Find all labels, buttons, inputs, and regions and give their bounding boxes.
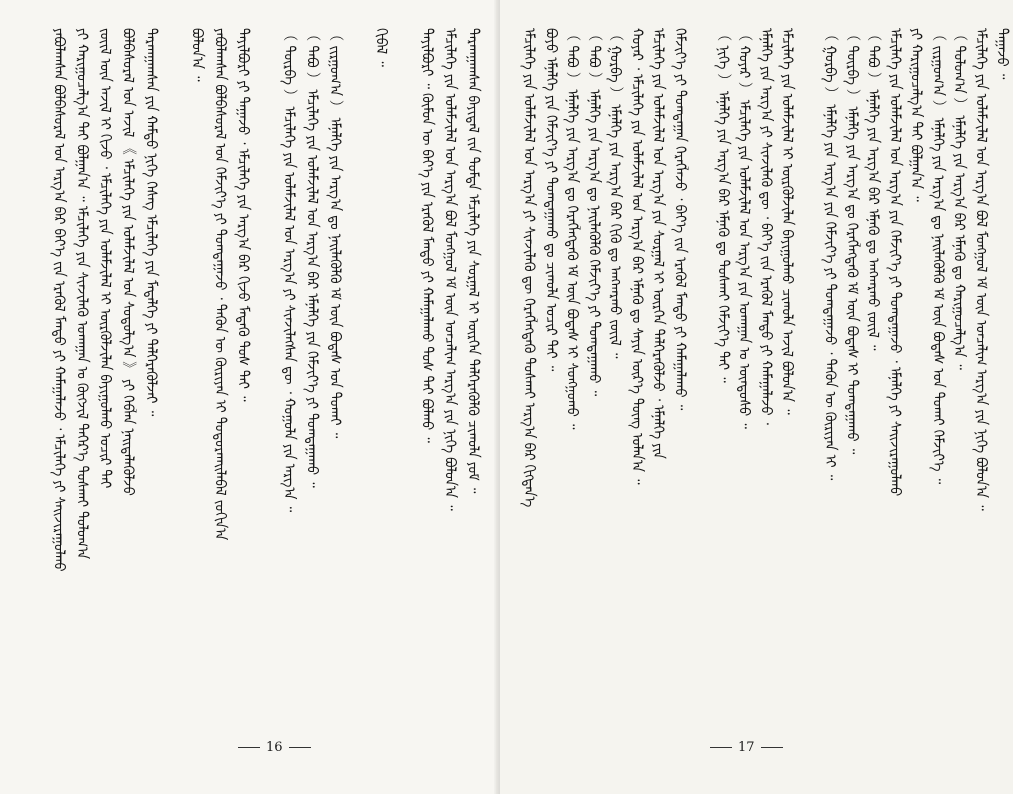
text-column: [163, 28, 183, 728]
text-column: [841, 28, 861, 728]
text-column: [186, 28, 206, 728]
text-column-content: ᠬᠢᠪᠡᠯ ᠃: [371, 28, 390, 67]
text-column-content: ᠶᠠᠪᠤᠯᠠᠭᠰᠠᠨ ᠪᠣᠯᠪᠠᠰᠤᠷᠠᠯ ᠤᠨ ᠬᠡᠮᠵᠢᠶ᠎ᠡ ᠶᠢ ᠲᠣᠭᠲᠠᠭᠠᠵᠤ ᠂ ᠲᠡᠭᠦᠨ ᠦ ᠬᠦᠷᠢᠶᠡᠨ ᠢ ᠲᠣᠳᠤᠷᠬᠠᠢᠯᠠᠪᠠᠯ ᠵᠣᠬᠢᠨ᠎ᠠ: [210, 28, 229, 541]
text-column: [301, 28, 321, 728]
text-column: [416, 28, 436, 728]
text-column: [755, 28, 775, 728]
text-column: [884, 28, 904, 728]
text-column: [94, 28, 114, 728]
page-number-dash: [289, 747, 311, 748]
text-column-content: ᠳᠠᠭᠠᠵᠤ ᠃: [992, 28, 1011, 80]
text-column-content: ᠡᠮᠴᠢᠯᠡᠭᠡ ᠶᠢᠨ ᠤᠯᠠᠮᠵᠢᠯᠠᠯ ᠤᠨ ᠠᠷᠭ᠎ᠠ ᠶᠢ ᠰᠢᠨᠵᠢᠯᠡᠬᠦ ᠳᠦ ᠬᠡᠷᠡᠭᠯᠡᠭᠳᠡᠬᠦ ᠲᠤᠰᠬᠠᠢ ᠠᠷᠭ᠎ᠠ ᠪᠠᠷ ᠬᠢᠭᠳᠡᠨ᠎ᠡ: [519, 28, 538, 508]
text-column-content: （ ᠳᠥᠷᠪᠡ ） ᠡᠮᠴᠢᠯᠡᠭᠡ ᠶᠢᠨ ᠤᠯᠠᠮᠵᠢᠯᠠᠯ ᠤᠨ ᠠᠷᠭ᠎ᠠ ᠶᠢ ᠰᠢᠨᠵᠢᠯᠡᠭᠰᠡᠨ ᠳᠦ ᠂ ᠬᠣᠭᠣᠯᠠ ᠶᠢᠨ ᠠᠷᠭ᠎ᠠ ᠃: [279, 28, 298, 513]
text-column: [991, 28, 1011, 728]
text-column-content: （ ᠭᠤᠷᠪᠠ ） ᠡᠮᠨᠡᠯᠭᠡ ᠶᠢᠨ ᠠᠷᠭ᠎ᠠ ᠶᠢᠨ ᠬᠡᠮᠵᠢᠶ᠎ᠡ ᠶᠢ ᠲᠣᠭᠲᠠᠭᠠᠵᠤ ᠂ ᠲᠡᠭᠦᠨ ᠦ ᠬᠦᠷᠢᠶᠡᠨ ᠢ ᠃: [820, 28, 839, 481]
text-column: [278, 28, 298, 728]
text-column-content: （ ᠭᠤᠷᠪᠠ ） ᠡᠮᠨᠡᠯᠭᠡ ᠶᠢᠨ ᠠᠷᠭ᠎ᠠ ᠪᠠᠷ ᠬᠢᠬᠦ ᠳᠤ ᠠᠩᠬᠠᠷᠬᠤ ᠵᠦᠢᠯ ᠃: [605, 28, 624, 359]
text-column: [347, 28, 367, 728]
text-column: [48, 28, 68, 728]
left-page: [0, 0, 496, 794]
text-column: [117, 28, 137, 728]
text-column-content: ᠡᠮᠴᠢᠯᠡᠭᠡ ᠶᠢᠨ ᠤᠯᠠᠮᠵᠢᠯᠠᠯ ᠤᠨ ᠠᠷᠭ᠎ᠠ ᠶᠢᠨ ᠰᠤᠷᠭᠠᠯ ᠢ ᠥᠷᠭᠡᠨ ᠳᠡᠯᠭᠡᠷᠡᠭᠦᠯᠵᠦ ᠂ ᠡᠮᠨᠡᠯᠭᠡ ᠶᠢᠨ: [648, 28, 667, 459]
text-column: [604, 28, 624, 728]
text-column-content: ᠬᠡᠮᠵᠢᠶ᠎ᠡ ᠶᠢ ᠲᠣᠭᠲᠠᠭᠠᠨ ᠬᠡᠷᠡᠭᠯᠡᠵᠦ ᠂ ᠪᠡᠶ᠎ᠡ ᠵᠢᠨ ᠡᠷᠡᠭᠦᠯ ᠮᠡᠨᠳᠦ ᠶᠢ ᠬᠠᠮᠠᠭᠠᠯᠠᠬᠤ ᠃: [670, 28, 688, 411]
text-column: [140, 28, 160, 728]
text-column: [927, 28, 947, 728]
text-column: [798, 28, 818, 728]
text-column: [462, 28, 482, 728]
text-column-content: （ ᠲᠠᠪᠤ ） ᠡᠮᠴᠢᠯᠡᠭᠡ ᠶᠢᠨ ᠤᠯᠠᠮᠵᠢᠯᠠᠯ ᠤᠨ ᠠᠷᠭ᠎ᠠ ᠪᠠᠷ ᠡᠮᠨᠡᠯᠭᠡ ᠶᠢᠨ ᠬᠡᠮᠵᠢᠶ᠎ᠡ ᠶᠢ ᠲᠣᠭᠲᠠᠭᠠᠬᠤ ᠃: [302, 28, 321, 488]
text-column-content: （ ᠵᠢᠷᠭᠤᠭ᠎ᠠ ） ᠡᠮᠨᠡᠯᠭᠡ ᠶᠢᠨ ᠠᠷᠭ᠎ᠠ ᠳᠤ ᠨᠡᠢᠯᠡᠭᠦᠯᠬᠦ ᠡᠮ ᠦᠨ ᠪᠣᠳᠠᠰ ᠤᠨ ᠲᠤᠬᠠᠢ ᠬᠡᠮᠵᠢᠶ᠎ᠡ ᠃: [928, 28, 946, 485]
page-number-dash: [238, 747, 260, 748]
text-column-content: ᠶᠢ ᠬᠠᠷᠢᠭᠤᠴᠠᠯᠭ᠎ᠠ ᠲᠠᠢ ᠪᠣᠯᠭᠠᠨ᠎ᠠ ᠃ ᠡᠮᠴᠢᠯᠡᠭᠡ ᠶᠢᠨ ᠰᠢᠨᠵᠢᠯᠡᠬᠦ ᠤᠬᠠᠭᠠᠨ ᠤ ᠬᠦᠭᠵᠢᠯ ᠳᠡᠭᠡᠷ᠎ᠡ ᠲᠤᠰᠬᠠᠢ ᠳᠣᠯᠤᠭ᠎ᠠ: [72, 28, 91, 560]
page-number-dash: [710, 747, 732, 748]
text-column-content: ᠵᠦᠢᠯ ᠦᠨ ᠠᠵᠢᠯ ᠢ ᠬᠢᠵᠦ ᠂ ᠡᠮᠴᠢᠯᠡᠭᠡ ᠶᠢᠨ ᠤᠯᠠᠮᠵᠢᠯᠠᠯ ᠢ ᠦᠷᠭᠦᠯᠵᠢᠯᠡᠨ ᠪᠠᠶᠢᠭᠤᠯᠬᠤ ᠤᠴᠢᠷ ᠲᠠᠢ: [95, 28, 114, 489]
text-column-content: ᠡᠮᠴᠢᠯᠡᠭᠡ ᠶᠢᠨ ᠤᠯᠠᠮᠵᠢᠯᠠᠯ ᠤᠨ ᠠᠷᠭ᠎ᠠ ᠶᠢᠨ ᠬᠡᠮᠵᠢᠶ᠎ᠡ ᠶᠢ ᠲᠣᠭᠲᠠᠭᠠᠵᠤ ᠂ ᠡᠮᠨᠡᠯᠭᠡ ᠶᠢ ᠰᠠᠢᠵᠢᠷᠠᠭᠤᠯᠬᠤ: [885, 28, 903, 497]
text-column: [370, 28, 390, 728]
text-column: [540, 28, 560, 728]
text-column-content: ᠲᠠᠷᠬᠠᠭᠠᠭᠰᠠᠨ ᠪᠠᠶᠢᠳᠠᠯ ᠵᠢᠨ ᠳᠤᠮᠳᠠ ᠡᠮᠴᠢᠯᠡᠭᠡ ᠶᠢᠨ ᠰᠤᠷᠭᠠᠯ ᠢ ᠥᠷᠭᠡᠨ ᠳᠡᠯᠭᠡᠷᠡᠭᠦᠯᠬᠦ ᠴᠢᠬᠤᠯᠠ ᠶᠤᠮ ᠃: [463, 28, 482, 494]
text-column-content: ᠡᠮᠴᠢᠯᠡᠭᠡ ᠶᠢᠨ ᠤᠯᠠᠮᠵᠢᠯᠠᠯ ᠤᠨ ᠠᠷᠭ᠎ᠠ ᠪᠣᠯ ᠮᠣᠩᠭᠣᠯ ᠡᠮ ᠦᠨ ᠣᠨᠴᠠᠯᠢᠭ ᠠᠷᠭ᠎ᠠ ᠶᠢᠨ ᠨᠢᠭᠡ ᠪᠣᠯᠤᠨ᠎ᠠ ᠃: [971, 28, 989, 511]
text-column: [862, 28, 882, 728]
text-column: [669, 28, 689, 728]
text-column-content: ᠶᠢ ᠬᠠᠷᠢᠭᠤᠴᠠᠯᠭ᠎ᠠ ᠲᠠᠢ ᠪᠣᠯᠭᠠᠨ᠎ᠠ ᠃: [906, 28, 925, 202]
text-column: [948, 28, 968, 728]
text-column-content: （ ᠨᠢᠭᠡ ） ᠡᠮᠨᠡᠯᠭᠡ ᠶᠢᠨ ᠠᠷᠭ᠎ᠠ ᠪᠠᠷ ᠡᠮᠨᠡᠬᠦ ᠳᠤ ᠲᠤᠰᠬᠠᠢ ᠬᠡᠮᠵᠢᠶ᠎ᠡ ᠲᠠᠢ ᠃: [713, 28, 731, 383]
text-column: [970, 28, 990, 728]
text-column: [209, 28, 229, 728]
text-column-content: ᠲᠠᠶᠢᠯᠪᠤᠷᠢ ᠶᠢ ᠳᠠᠭᠠᠵᠤ ᠂ ᠡᠮᠴᠢᠯᠡᠭᠡ ᠶᠢᠨ ᠠᠷᠭ᠎ᠠ ᠪᠠᠷ ᠬᠢᠵᠦ ᠮᠡᠳᠡᠬᠦ ᠲᠤᠰ ᠲᠠᠢ ᠃: [233, 28, 252, 402]
text-column: [647, 28, 667, 728]
text-column-content: （ ᠲᠠᠪᠤ ） ᠡᠮᠨᠡᠯᠭᠡ ᠶᠢᠨ ᠠᠷᠭ᠎ᠠ ᠳᠤ ᠨᠡᠢᠯᠡᠭᠦᠯᠬᠦ ᠬᠡᠮᠵᠢᠶ᠎ᠡ ᠶᠢ ᠲᠣᠭᠲᠠᠭᠠᠬᠤ ᠃: [584, 28, 602, 397]
text-column: [232, 28, 252, 728]
text-column-content: （ ᠲᠠᠪᠤ ） ᠡᠮᠨᠡᠯᠭᠡ ᠶᠢᠨ ᠠᠷᠭ᠎ᠠ ᠳᠤ ᠬᠡᠷᠡᠭᠯᠡᠭᠳᠡᠬᠦ ᠡᠮ ᠦᠨ ᠪᠣᠳᠠᠰ ᠢ ᠰᠣᠩᠭᠣᠬᠤ ᠃: [562, 28, 581, 430]
text-column: [255, 28, 275, 728]
text-column-content: （ ᠵᠢᠷᠭᠤᠭ᠎ᠠ ） ᠡᠮᠨᠡᠯᠭᠡ ᠶᠢᠨ ᠠᠷᠭ᠎ᠠ ᠳᠤ ᠨᠡᠢᠯᠡᠭᠦᠯᠬᠦ ᠡᠮ ᠦᠨ ᠪᠣᠳᠠᠰ ᠤᠨ ᠲᠤᠬᠠᠢ ᠃: [325, 28, 344, 439]
right-page: [500, 0, 1011, 794]
text-column-content: ᠡᠮᠨᠡᠯᠭᠡ ᠶᠢᠨ ᠠᠷᠭ᠎ᠠ ᠶᠢ ᠰᠢᠨᠵᠢᠯᠡᠬᠦ ᠳᠦ ᠂ ᠪᠡᠶ᠎ᠡ ᠵᠢᠨ ᠡᠷᠡᠭᠦᠯ ᠮᠡᠨᠳᠦ ᠶᠢ ᠬᠠᠮᠠᠭᠠᠯᠠᠵᠤ ᠂: [756, 28, 774, 425]
text-column: [439, 28, 459, 728]
text-column: [733, 28, 753, 728]
text-column-content: （ ᠲᠠᠪᠤ ） ᠡᠮᠨᠡᠯᠭᠡ ᠶᠢᠨ ᠠᠷᠭ᠎ᠠ ᠪᠠᠷ ᠡᠮᠨᠡᠬᠦ ᠳᠤ ᠠᠩᠬᠠᠷᠬᠤ ᠵᠦᠢᠯ ᠃: [863, 28, 882, 351]
text-column: [626, 28, 646, 728]
text-column-content: ᠬᠣᠶᠠᠷ ᠂ ᠡᠮᠴᠢᠯᠡᠭᠡ ᠶᠢᠨ ᠤᠯᠠᠮᠵᠢᠯᠠᠯ ᠤᠨ ᠠᠷᠭ᠎ᠠ ᠪᠠᠷ ᠡᠮᠨᠡᠬᠦ ᠳᠤ ᠰᠠᠶᠢᠨ ᠦᠷ᠎ᠡ ᠳᠦᠩ ᠣᠯᠠᠨ᠎ᠠ ᠃: [627, 28, 645, 485]
text-column-content: （ ᠳᠥᠷᠪᠡ ） ᠡᠮᠨᠡᠯᠭᠡ ᠶᠢᠨ ᠠᠷᠭ᠎ᠠ ᠳᠤ ᠬᠡᠷᠡᠭᠯᠡᠭᠳᠡᠬᠦ ᠡᠮ ᠦᠨ ᠪᠣᠳᠠᠰ ᠢ ᠲᠣᠭᠲᠠᠭᠠᠬᠤ ᠃: [842, 28, 860, 455]
text-column-content: ᠲᠠᠶᠢᠯᠪᠤᠷᠢ ᠃ ᠬᠦᠮᠦᠨ ᠦ ᠪᠡᠶ᠎ᠡ ᠶᠢᠨ ᠡᠷᠡᠭᠦᠯ ᠮᠡᠨᠳᠦ ᠶᠢ ᠬᠠᠮᠠᠭᠠᠯᠠᠬᠤ ᠲᠤᠰ ᠲᠠᠢ ᠪᠣᠯᠬᠤ ᠃: [417, 28, 436, 443]
text-column-content: ᠪᠣᠯᠤᠨ᠎ᠠ ᠃: [187, 28, 206, 82]
text-column: [905, 28, 925, 728]
text-column: [583, 28, 603, 728]
text-column: [393, 28, 413, 728]
text-column-content: ᠡᠮᠴᠢᠯᠡᠭᠡ ᠶᠢᠨ ᠤᠯᠠᠮᠵᠢᠯᠠᠯ ᠢ ᠦᠷᠭᠦᠯᠵᠢᠯᠡᠨ ᠪᠠᠶᠢᠭᠤᠯᠬᠤ ᠴᠢᠬᠤᠯᠠ ᠠᠵᠢᠯ ᠪᠣᠯᠤᠨ᠎ᠠ ᠃: [777, 28, 796, 415]
text-column: [776, 28, 796, 728]
text-column-content: （ ᠲᠣᠯᠣᠭ᠎ᠠ ） ᠡᠮᠨᠡᠯᠭᠡ ᠶᠢᠨ ᠠᠷᠭ᠎ᠠ ᠪᠠᠷ ᠡᠮᠨᠡᠬᠦ ᠳᠤ ᠬᠠᠷᠢᠭᠤᠴᠠᠯᠭ᠎ᠠ ᠃: [949, 28, 968, 370]
text-column-content: ᠪᠤᠶᠤ ᠡᠮᠨᠡᠯᠭᠡ ᠶᠢᠨ ᠬᠡᠮᠵᠢᠶ᠎ᠡ ᠶᠢ ᠲᠣᠭᠲᠠᠭᠠᠬᠤ ᠳᠤ ᠴᠢᠬᠤᠯᠠ ᠤᠴᠢᠷ ᠲᠠᠢ ᠃: [541, 28, 559, 372]
page-number-left: 16: [232, 740, 317, 755]
text-column: [561, 28, 581, 728]
text-column: [518, 28, 538, 728]
page-number-right: 17: [704, 740, 789, 755]
text-column-content: （ ᠬᠣᠶᠠᠷ ） ᠡᠮᠴᠢᠯᠡᠭᠡ ᠶᠢᠨ ᠤᠯᠠᠮᠵᠢᠯᠠᠯ ᠤᠨ ᠠᠷᠭ᠎ᠠ ᠶᠢᠨ ᠤᠬᠠᠭᠠᠨ ᠤ ᠦᠨᠳᠦᠰᠦ ᠃: [734, 28, 753, 429]
text-column: [71, 28, 91, 728]
text-column-content: ᠲᠠᠷᠬᠠᠭᠠᠭᠰᠠᠨ ᠶᠢᠨ ᠬᠠᠮᠲᠤ ᠨᠢᠭᠡ ᠬᠡᠰᠡᠭ ᠡᠮᠴᠢᠯᠡᠭᠡ ᠶᠢᠨ ᠮᠡᠳᠡᠯᠭᠡ ᠶᠢ ᠳᠡᠯᠭᠡᠷᠡᠭᠦᠯᠵᠡᠢ ᠃: [141, 28, 160, 417]
text-column: [712, 28, 732, 728]
text-column: [819, 28, 839, 728]
text-column-content: ᠡᠮᠴᠢᠯᠡᠭᠡ ᠶᠢᠨ ᠤᠯᠠᠮᠵᠢᠯᠠᠯ ᠤᠨ ᠠᠷᠭ᠎ᠠ ᠪᠣᠯ ᠮᠣᠩᠭᠣᠯ ᠡᠮ ᠦᠨ ᠣᠨᠴᠠᠯᠢᠭ ᠠᠷᠭ᠎ᠠ ᠶᠢᠨ ᠨᠢᠭᠡ ᠪᠣᠯᠤᠨ᠎ᠠ ᠃: [440, 28, 459, 511]
text-column: [324, 28, 344, 728]
text-column-content: ᠪᠣᠯᠪᠠᠰᠤᠷᠠᠯ ᠤᠨ ᠠᠵᠢᠯ 《 ᠡᠮᠴᠢᠯᠡᠭᠡ ᠶᠢᠨ ᠤᠯᠠᠮᠵᠢᠯᠠᠯ ᠤᠨ ᠰᠤᠳᠤᠯᠭ᠎ᠠ 》 ᠶᠢ ᠬᠡᠪᠯᠡᠨ ᠨᠡᠢᠲᠡᠯᠡᠭᠦᠯᠵᠦ: [118, 28, 137, 496]
text-column-content: ᠶᠠᠪᠤᠯᠠᠭᠰᠠᠨ ᠪᠣᠯᠪᠠᠰᠤᠷᠠᠯ ᠤᠨ ᠠᠷᠭ᠎ᠠ ᠪᠠᠷ ᠪᠡᠶ᠎ᠡ ᠵᠢᠨ ᠡᠷᠡᠭᠦᠯ ᠮᠡᠨᠳᠦ ᠶᠢ ᠬᠠᠮᠠᠭᠠᠯᠠᠵᠤ ᠂ ᠡᠮᠴᠢᠯᠡᠭᠡ ᠶᠢ ᠰᠠᠢᠵᠢᠷᠠᠭᠤᠯᠬᠤ: [49, 28, 68, 572]
page-number-dash: [761, 747, 783, 748]
text-column: [690, 28, 710, 728]
